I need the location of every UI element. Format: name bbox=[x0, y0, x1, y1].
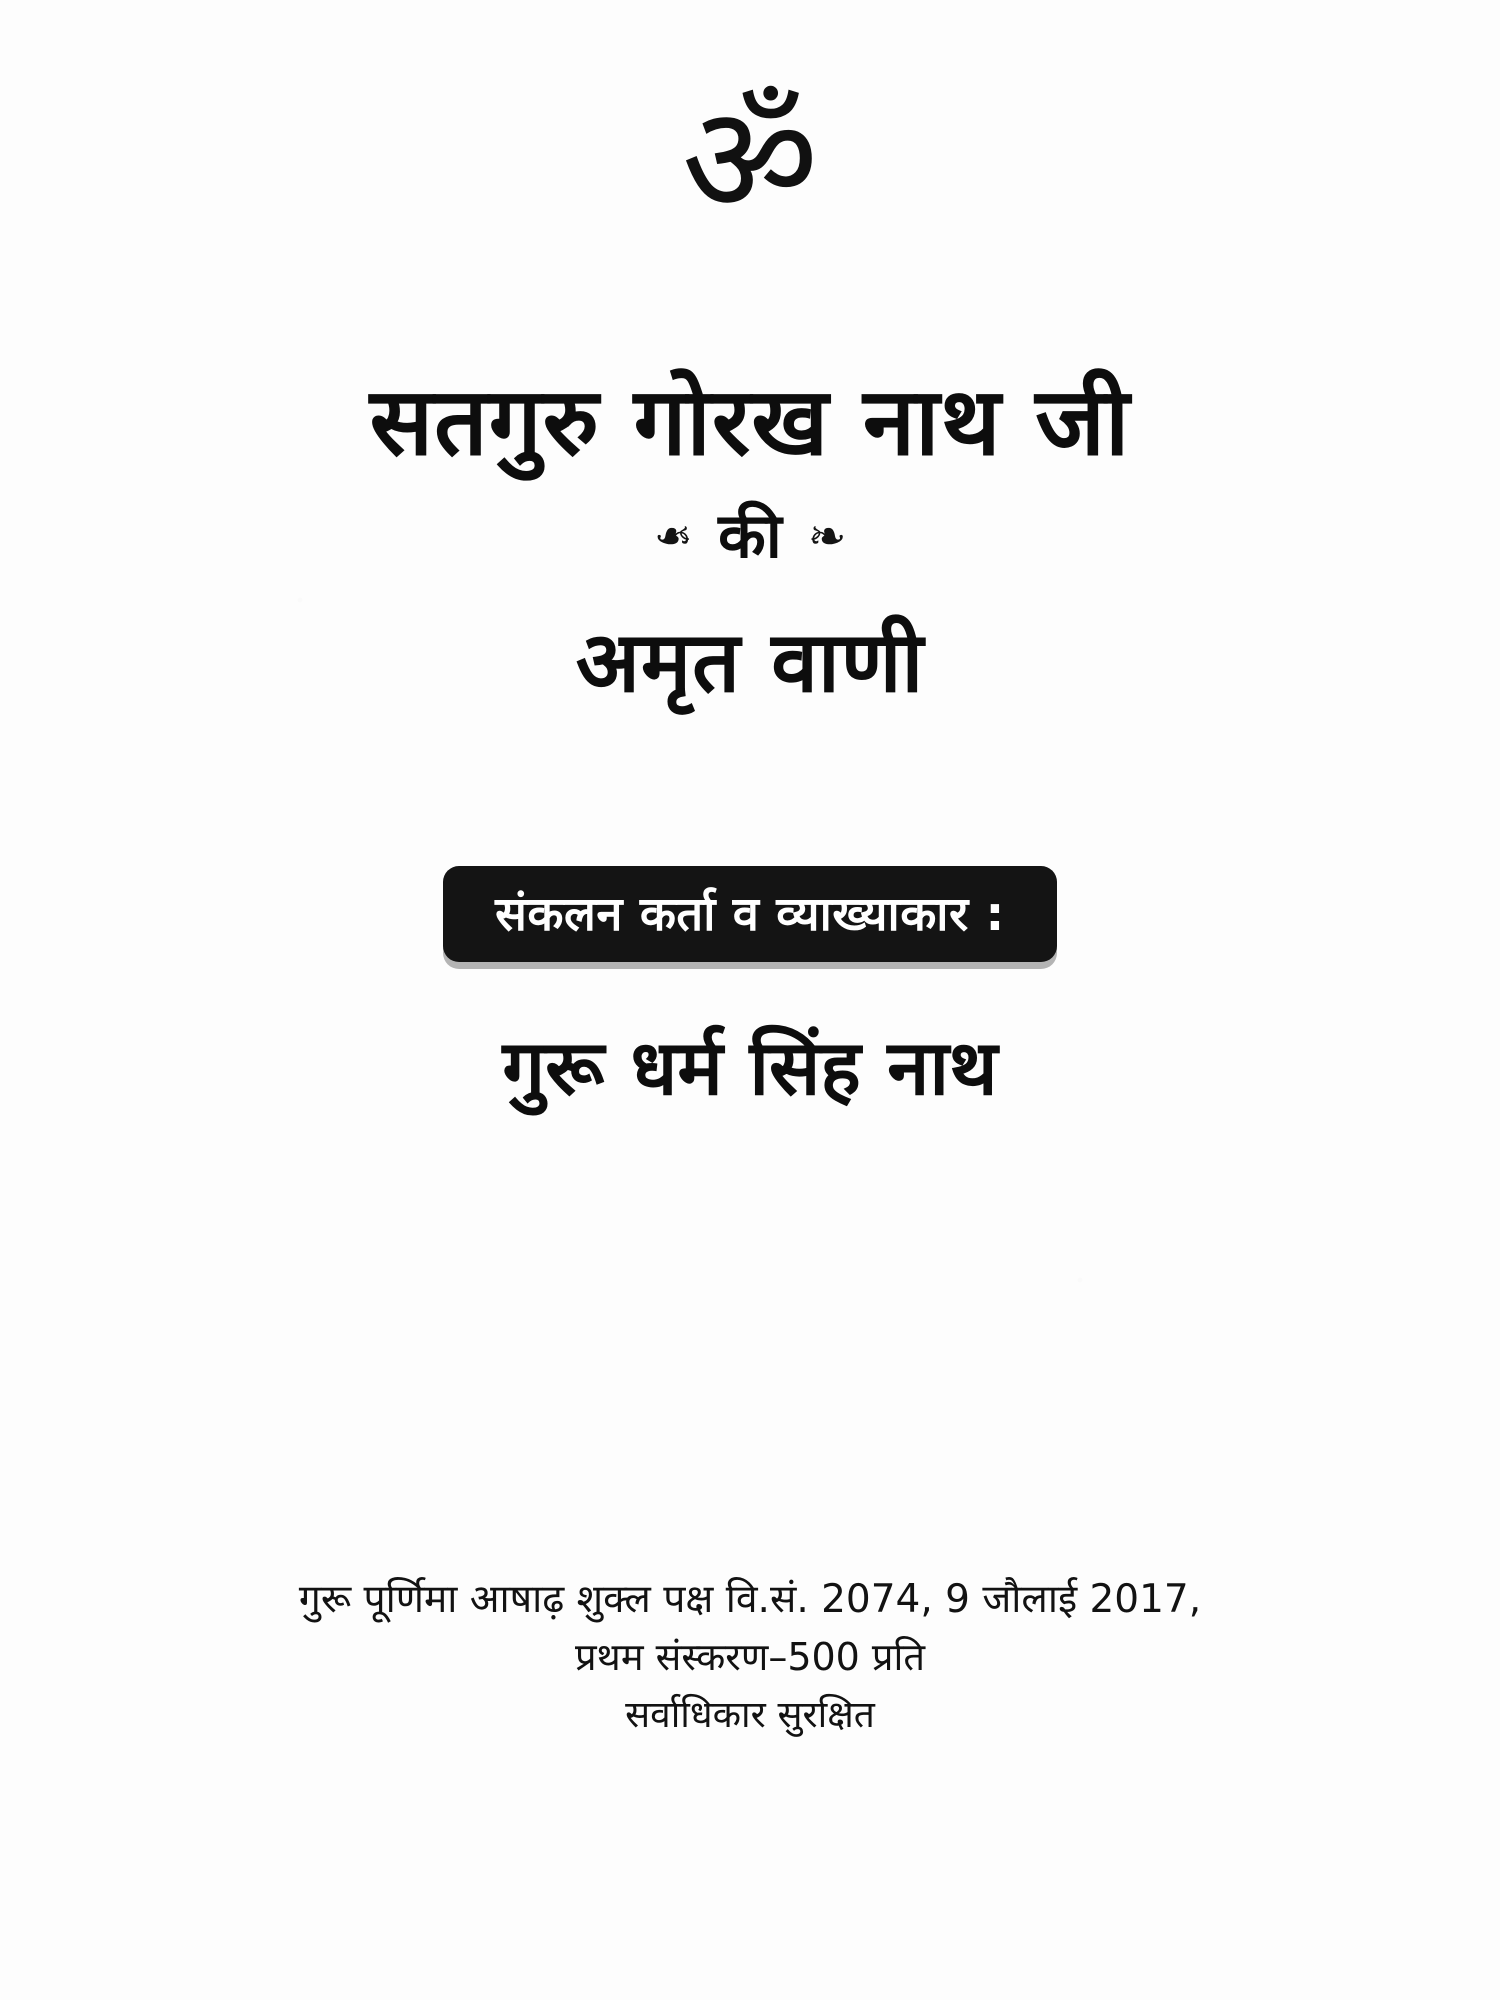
credit-banner-wrapper bbox=[443, 866, 1057, 962]
om-symbol-icon: ॐ bbox=[681, 74, 819, 248]
title-connector-word: की bbox=[718, 498, 782, 572]
compiler-banner-label: संकलन कर्ता व व्याख्याकार : bbox=[443, 866, 1057, 962]
copyright-line: सर्वाधिकार सुरक्षित bbox=[625, 1693, 875, 1737]
title-connector-row bbox=[653, 498, 847, 572]
edition-line: प्रथम संस्करण–500 प्रति bbox=[574, 1635, 926, 1680]
page-title: सतगुरु गोरख नाथ जी bbox=[369, 368, 1131, 477]
flourish-left-icon: ❧ bbox=[653, 508, 693, 563]
publication-details bbox=[0, 1570, 1500, 1743]
page-subtitle: अमृत वाणी bbox=[575, 612, 925, 711]
publication-date-line: गुरू पूर्णिमा आषाढ़ शुक्ल पक्ष वि.सं. 2074, 9 जौलाई 2017, bbox=[298, 1577, 1202, 1622]
author-name: गुरू धर्म सिंह नाथ bbox=[502, 1022, 998, 1112]
flourish-right-icon: ❧ bbox=[807, 508, 847, 563]
